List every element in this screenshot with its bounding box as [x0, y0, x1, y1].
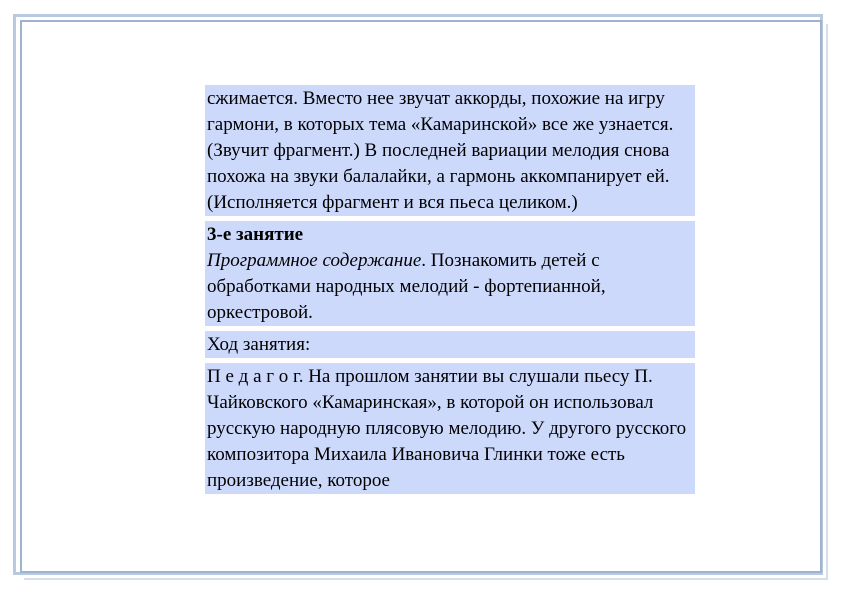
lesson-heading: 3-е занятие: [207, 224, 304, 245]
program-label: Программное содержание: [207, 250, 422, 271]
paragraph-description: сжимается. Вместо нее звучат аккорды, похожие на игру гармони, в которых тема «Камаринской» все же узнается. (Звучит фрагмент.) В последней вариации мелодия снова похожа на звуки балалайки, а гармонь аккомпанирует ей. (Исполняется фрагмент и вся пьеса целиком.): [205, 85, 695, 216]
text-block: [205, 85, 695, 494]
lesson-flow: Ход занятия:: [205, 331, 695, 358]
teacher-text: На прошлом занятии вы слушали пьесу П. Чайковского «Камаринская», в которой он использовал русскую народную плясовую мелодию. У другого русского композитора Михаила Ивановича Глинки тоже есть произведение, которое: [207, 366, 687, 491]
teacher-paragraph: [205, 363, 695, 494]
program-text: . Познакомить детей с обработками народных мелодий - фортепианной, оркестровой.: [207, 250, 606, 323]
lesson-block: [205, 221, 695, 326]
teacher-label: П е д а г о г.: [207, 366, 304, 387]
